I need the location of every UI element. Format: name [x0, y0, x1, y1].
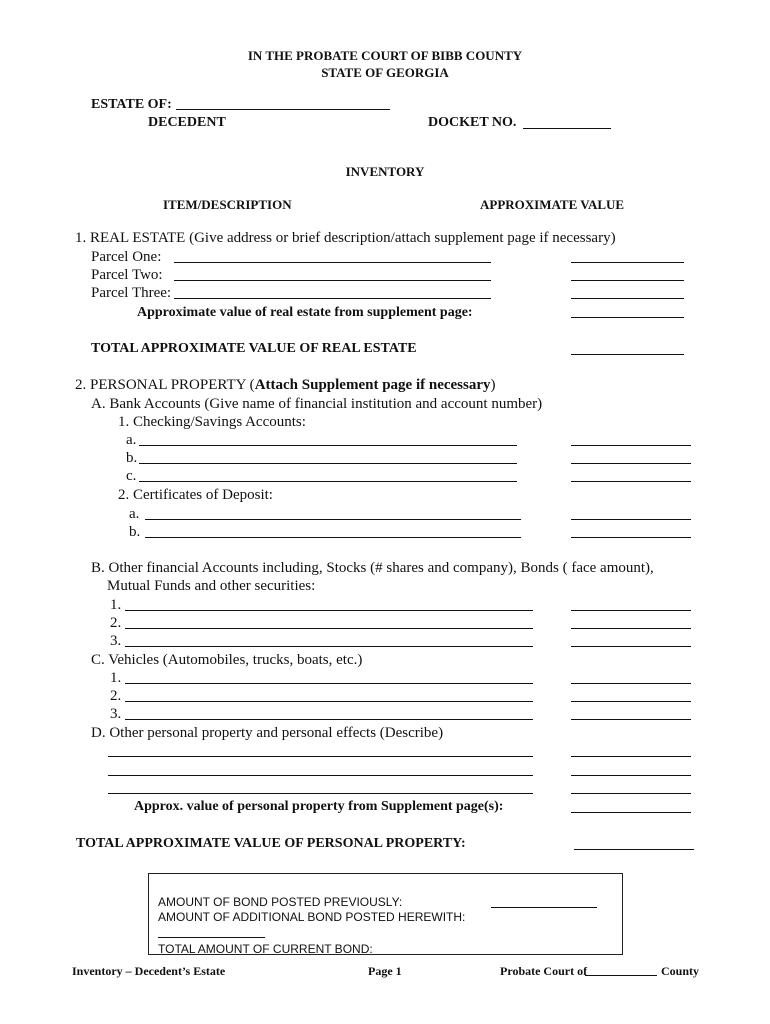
personal-property-heading-prefix: 2. PERSONAL PROPERTY (	[75, 377, 255, 393]
personal-property-heading-bold: Attach Supplement page if necessary	[254, 377, 491, 393]
other-personal-line-2-field[interactable]	[108, 775, 533, 776]
footer-document-name: Inventory – Decedent’s Estate	[72, 964, 226, 978]
checking-item-c-value-field[interactable]	[571, 481, 691, 482]
certificates-of-deposit-label: 2. Certificates of Deposit:	[118, 487, 273, 503]
cd-item-b-value-field[interactable]	[571, 537, 691, 538]
item-description-header: ITEM/DESCRIPTION	[163, 197, 292, 212]
checking-item-b-label: b.	[126, 450, 138, 466]
real-estate-supplement-label: Approximate value of real estate from supplement page:	[137, 305, 473, 320]
other-personal-line-1-value-field[interactable]	[571, 756, 691, 757]
personal-property-supplement-label: Approx. value of personal property from Supplement page(s):	[134, 799, 504, 814]
checking-savings-label: 1. Checking/Savings Accounts:	[118, 414, 306, 430]
personal-property-total-label: TOTAL APPROXIMATE VALUE OF PERSONAL PROPERTY:	[76, 836, 466, 851]
bond-previous-value-field[interactable]	[491, 907, 597, 908]
checking-item-a-label: a.	[126, 432, 137, 448]
other-financial-item-1-label: 1.	[110, 597, 122, 613]
checking-item-c-field[interactable]	[139, 481, 517, 482]
bond-total-label: TOTAL AMOUNT OF CURRENT BOND:	[158, 942, 373, 955]
form-title: INVENTORY	[345, 164, 425, 179]
other-personal-line-3-value-field[interactable]	[571, 793, 691, 794]
cd-item-a-field[interactable]	[145, 519, 521, 520]
footer-court-suffix: County	[661, 964, 700, 978]
parcel-one-field[interactable]	[174, 262, 491, 263]
parcel-three-value-field[interactable]	[571, 298, 684, 299]
real-estate-total-value-field[interactable]	[571, 354, 684, 355]
other-personal-line-1-field[interactable]	[108, 756, 533, 757]
decedent-label: DECEDENT	[148, 115, 226, 130]
approximate-value-header: APPROXIMATE VALUE	[480, 197, 625, 212]
footer-page-number: Page 1	[368, 964, 402, 978]
other-financial-heading-line1: B. Other financial Accounts including, Stocks (# shares and company), Bonds ( face amount),	[91, 560, 654, 576]
other-financial-item-2-value-field[interactable]	[571, 628, 691, 629]
vehicle-item-1-value-field[interactable]	[571, 683, 691, 684]
vehicle-item-3-label: 3.	[110, 706, 122, 722]
other-financial-item-1-field[interactable]	[125, 610, 533, 611]
parcel-three-field[interactable]	[174, 298, 491, 299]
parcel-one-value-field[interactable]	[571, 262, 684, 263]
real-estate-total-label: TOTAL APPROXIMATE VALUE OF REAL ESTATE	[91, 341, 417, 356]
cd-item-a-value-field[interactable]	[571, 519, 691, 520]
other-personal-line-2-value-field[interactable]	[571, 775, 691, 776]
vehicles-heading: C. Vehicles (Automobiles, trucks, boats, etc.)	[91, 652, 363, 668]
vehicle-item-3-field[interactable]	[125, 719, 533, 720]
vehicle-item-1-label: 1.	[110, 670, 122, 686]
docket-number-field[interactable]	[523, 128, 611, 129]
other-financial-item-3-value-field[interactable]	[571, 646, 691, 647]
other-financial-item-3-label: 3.	[110, 633, 122, 649]
personal-property-supplement-value-field[interactable]	[571, 812, 691, 813]
vehicle-item-2-field[interactable]	[125, 701, 533, 702]
cd-item-b-field[interactable]	[145, 537, 521, 538]
parcel-three-label: Parcel Three:	[91, 285, 172, 301]
real-estate-heading: 1. REAL ESTATE (Give address or brief description/attach supplement page if necessary)	[75, 230, 616, 246]
footer-county-field[interactable]	[585, 975, 657, 976]
checking-item-a-value-field[interactable]	[571, 445, 691, 446]
cd-item-a-label: a.	[129, 506, 140, 522]
other-financial-heading-line2: Mutual Funds and other securities:	[107, 578, 316, 594]
other-personal-heading: D. Other personal property and personal effects (Describe)	[91, 725, 444, 741]
bank-accounts-heading: A. Bank Accounts (Give name of financial institution and account number)	[91, 396, 543, 412]
state-heading: STATE OF GEORGIA	[321, 65, 449, 80]
cd-item-b-label: b.	[129, 524, 141, 540]
parcel-two-label: Parcel Two:	[91, 267, 163, 283]
other-financial-item-2-field[interactable]	[125, 628, 533, 629]
personal-property-heading	[75, 377, 496, 394]
checking-item-b-field[interactable]	[139, 463, 517, 464]
personal-property-total-value-field[interactable]	[574, 849, 694, 850]
bond-box	[148, 873, 623, 955]
checking-item-a-field[interactable]	[139, 445, 517, 446]
other-personal-line-3-field[interactable]	[108, 793, 533, 794]
footer-court-prefix: Probate Court of	[500, 964, 588, 978]
other-financial-item-2-label: 2.	[110, 615, 122, 631]
vehicle-item-2-label: 2.	[110, 688, 122, 704]
checking-item-b-value-field[interactable]	[571, 463, 691, 464]
vehicle-item-3-value-field[interactable]	[571, 719, 691, 720]
court-heading: IN THE PROBATE COURT OF BIBB COUNTY	[247, 48, 523, 63]
estate-name-field[interactable]	[176, 109, 390, 110]
bond-previous-label: AMOUNT OF BOND POSTED PREVIOUSLY:	[158, 895, 403, 909]
parcel-one-label: Parcel One:	[91, 249, 162, 265]
parcel-two-value-field[interactable]	[571, 280, 684, 281]
vehicle-item-1-field[interactable]	[125, 683, 533, 684]
personal-property-heading-suffix: )	[490, 377, 496, 393]
bond-subtotal-line	[158, 937, 265, 938]
estate-of-label: ESTATE OF:	[91, 97, 172, 112]
docket-label: DOCKET NO.	[428, 115, 517, 130]
real-estate-supplement-value-field[interactable]	[571, 317, 684, 318]
parcel-two-field[interactable]	[174, 280, 491, 281]
other-financial-item-3-field[interactable]	[125, 646, 533, 647]
vehicle-item-2-value-field[interactable]	[571, 701, 691, 702]
other-financial-item-1-value-field[interactable]	[571, 610, 691, 611]
checking-item-c-label: c.	[126, 468, 137, 484]
bond-additional-label: AMOUNT OF ADDITIONAL BOND POSTED HEREWITH:	[158, 910, 466, 924]
